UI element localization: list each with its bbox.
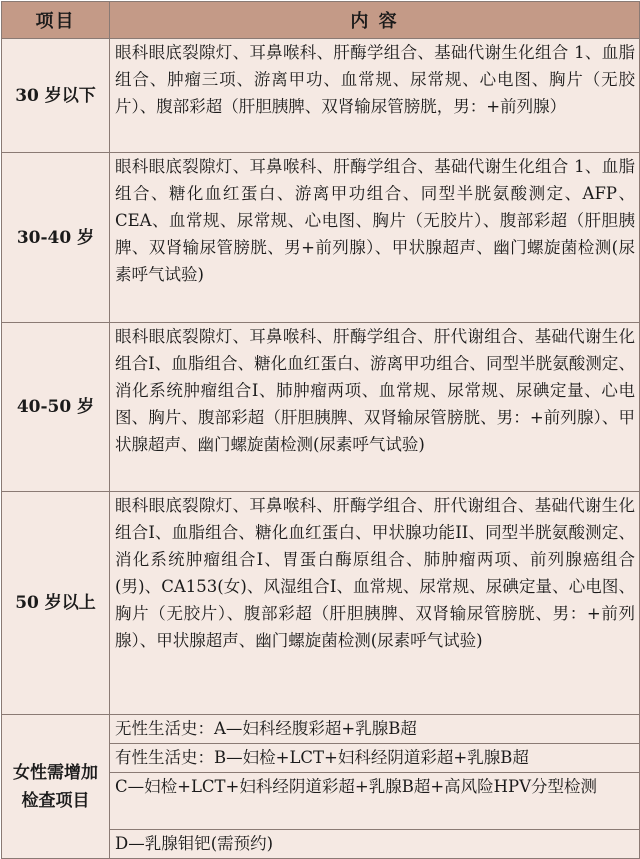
table-row bbox=[2, 492, 640, 715]
header-item: 项目 bbox=[2, 2, 110, 39]
table-row bbox=[2, 153, 640, 323]
exam-content: 眼科眼底裂隙灯、耳鼻喉科、肝酶学组合、基础代谢生化组合 1、血脂组合、糖化血红蛋白、游离甲功组合、同型半胱氨酸测定、AFP、CEA、血常规、尿常规、心电图、胸片（无胶片）、腹部彩超（肝胆胰脾、双肾输尿管膀胱、男+前列腺）、甲状腺超声、幽门螺旋菌检测(尿素呼气试验) bbox=[110, 153, 640, 323]
exam-content: 眼科眼底裂隙灯、耳鼻喉科、肝酶学组合、肝代谢组合、基础代谢生化组合I、血脂组合、糖化血红蛋白、游离甲功组合、同型半胱氨酸测定、消化系统肿瘤组合I、肺肿瘤两项、血常规、尿常规、尿碘定量、心电图、胸片、腹部彩超（肝胆胰脾、双肾输尿管膀胱、男：+前列腺）、甲状腺超声、幽门螺旋菌检测(尿素呼气试验) bbox=[110, 323, 640, 492]
female-option-row bbox=[2, 715, 640, 744]
female-option-c: C—妇检+LCT+妇科经阴道彩超+乳腺B超+高风险HPV分型检测 bbox=[110, 773, 640, 830]
female-option-d: D—乳腺钼钯(需预约) bbox=[110, 830, 640, 859]
female-option-b: 有性生活史：B—妇检+LCT+妇科经阴道彩超+乳腺B超 bbox=[110, 744, 640, 773]
age-group-label: 40-50 岁 bbox=[2, 323, 110, 492]
age-group-label: 30 岁以下 bbox=[2, 39, 110, 153]
age-group-label: 30-40 岁 bbox=[2, 153, 110, 323]
table-header-row bbox=[2, 2, 640, 39]
age-group-label: 50 岁以上 bbox=[2, 492, 110, 715]
exam-content: 眼科眼底裂隙灯、耳鼻喉科、肝酶学组合、肝代谢组合、基础代谢生化组合I、血脂组合、糖化血红蛋白、甲状腺功能II、同型半胱氨酸测定、消化系统肿瘤组合I、胃蛋白酶原组合、肺肿瘤两项、前列腺癌组合(男)、CA153(女)、风湿组合I、血常规、尿常规、尿碘定量、心电图、胸片（无胶片）、腹部彩超（肝胆胰脾、双肾输尿管膀胱、男：+前列腺）、甲状腺超声、幽门螺旋菌检测(尿素呼气试验) bbox=[110, 492, 640, 715]
exam-content: 眼科眼底裂隙灯、耳鼻喉科、肝酶学组合、基础代谢生化组合 1、血脂组合、肿瘤三项、游离甲功、血常规、尿常规、心电图、胸片（无胶片）、腹部彩超（肝胆胰脾、双肾输尿管膀胱，男：+前列腺） bbox=[110, 39, 640, 153]
female-option-a: 无性生活史：A—妇科经腹彩超+乳腺B超 bbox=[110, 715, 640, 744]
table-row bbox=[2, 323, 640, 492]
table-row bbox=[2, 39, 640, 153]
exam-items-table bbox=[1, 1, 640, 859]
female-extra-label: 女性需增加检查项目 bbox=[2, 715, 110, 859]
header-content: 内 容 bbox=[110, 2, 640, 39]
